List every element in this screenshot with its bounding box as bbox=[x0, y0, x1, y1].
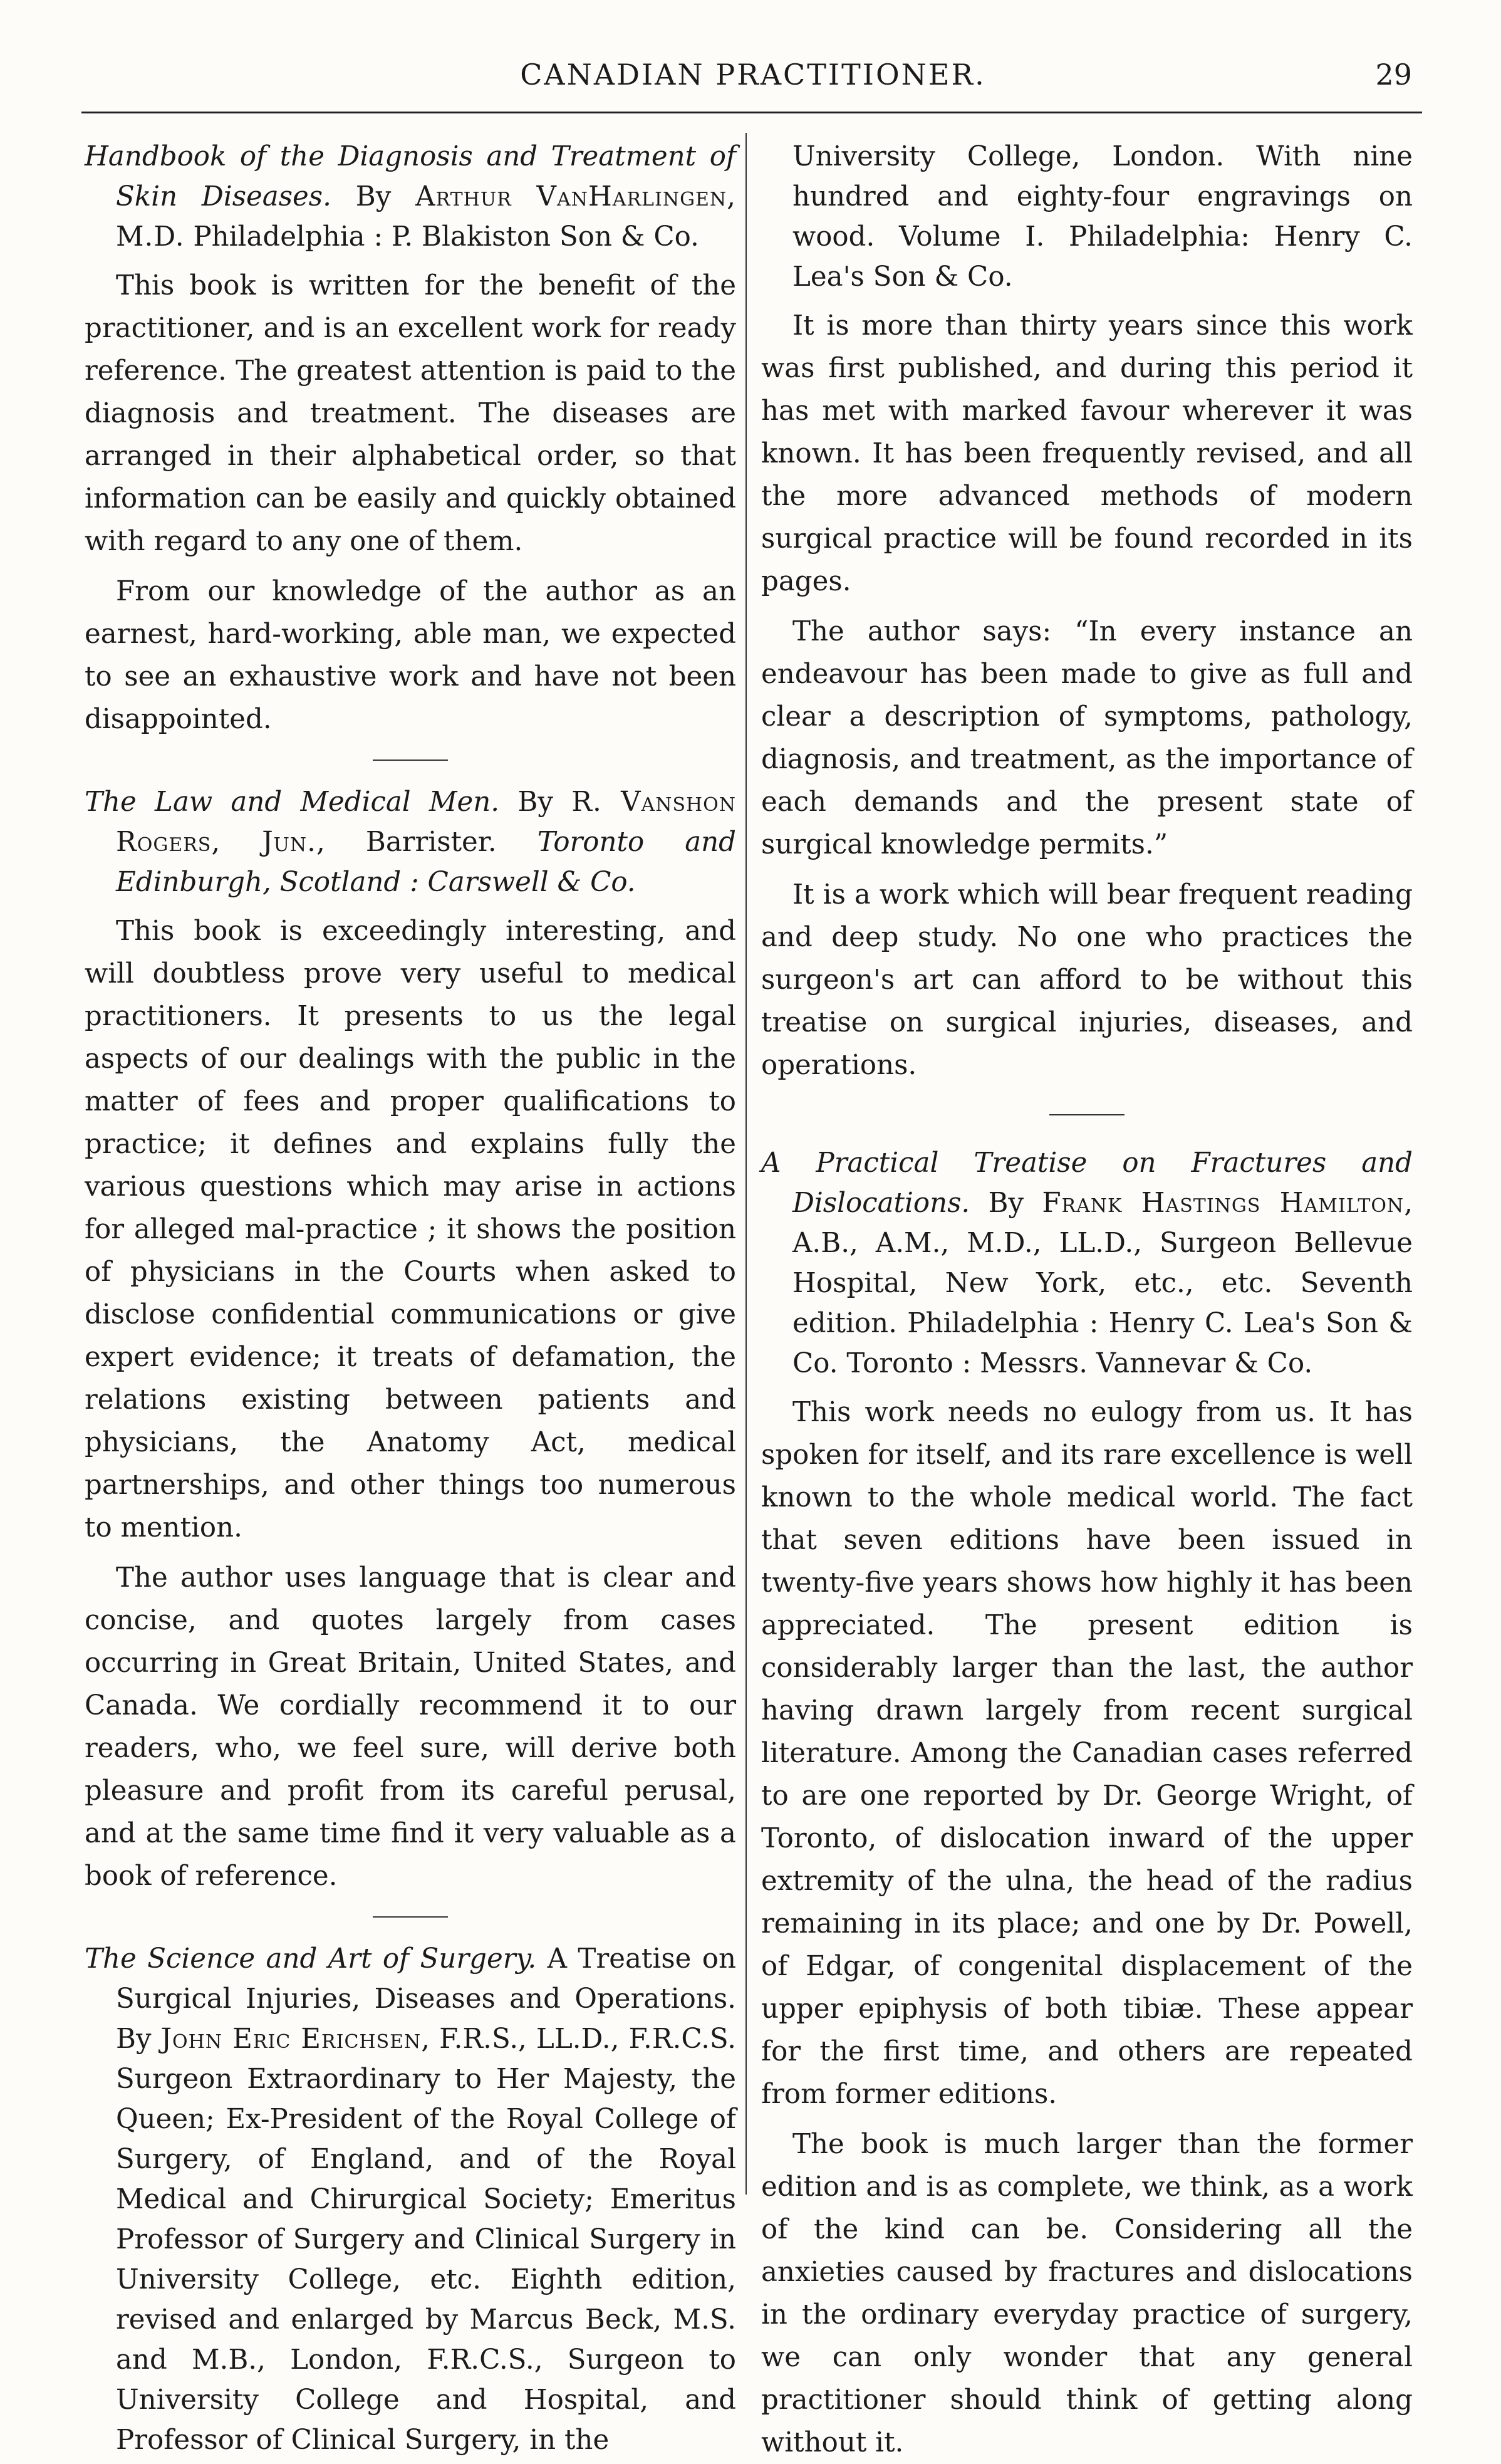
review-paragraph: From our knowledge of the author as an earnest, hard-working, able man, we expected to see an exhaustive work and have not been disappointed. bbox=[85, 576, 736, 735]
book-title: A Practical Treatise on Fractures and Dislocations. bbox=[761, 1147, 1413, 1219]
review-paragraph: It is more than thirty years since this work was first published, and during this period it has met with marked favour wherever it was known. It has been frequently revised, and all the more advanced methods of modern surgical practice will be found recorded in its pages. bbox=[761, 310, 1413, 597]
review-paragraph: The author uses language that is clear and concise, and quotes largely from cases occurring in Great Britain, United States, and Canada. We cordially recommend it to our readers, who, we feel sure, will derive both pleasure and profit from its careful perusal, and at the same time find it very valuable as a book of reference. bbox=[85, 1562, 736, 1892]
review-skin-diseases bbox=[85, 137, 736, 741]
citation-continued: University College, London. With nine hundred and eighty-four engravings on wood. Volume I. Philadelphia: Henry C. Lea's Son & Co. bbox=[792, 141, 1413, 293]
book-title: The Law and Medical Men. bbox=[85, 786, 500, 818]
review-citation bbox=[85, 1939, 736, 2460]
book-publisher: Philadelphia : P. Blakiston Son & Co. bbox=[193, 221, 699, 253]
review-law-medical-men bbox=[85, 782, 736, 1898]
review-citation bbox=[85, 137, 736, 257]
by-label: By bbox=[988, 1188, 1024, 1219]
author-details: , A.B., A.M., M.D., LL.D., Surgeon Bellevue Hospital, New York, etc., etc. Seventh edition. Philadelphia : Henry C. Lea's Son & Co. Toronto : Messrs. Vannevar & Co. bbox=[792, 1188, 1413, 1379]
review-science-art-surgery bbox=[85, 1939, 736, 2460]
book-publisher: Toronto and Edinburgh, Scotland : Carswell & Co. bbox=[116, 827, 737, 898]
review-fractures-dislocations bbox=[761, 1143, 1413, 2464]
by-label: By bbox=[355, 181, 392, 212]
by-label: By bbox=[517, 786, 553, 818]
review-paragraph: The author says: “In every instance an endeavour has been made to give as full and clear a description of symptoms, pathology, diagnosis, and treatment, as the importance of each demands and the present state of surgical knowledge permits.” bbox=[761, 616, 1413, 860]
page-number: 29 bbox=[1375, 58, 1412, 91]
right-column bbox=[761, 137, 1413, 2458]
book-author: Arthur VanHarlingen, M.D. bbox=[116, 181, 737, 253]
review-paragraph: This book is exceedingly interesting, and will doubtless prove very useful to medical practitioners. It presents to us the legal aspects of our dealings with the public in the matter of fees and proper qualifications to practice; it defines and explains fully the various questions which may arise in actions for alleged mal-practice ; it shows the position of physicians in the Courts when asked to disclose confidential communications or give expert evidence; it treats of defamation, the relations existing between patients and physicians, the Anatomy Act, medical partnerships, and other things too numerous to mention. bbox=[85, 916, 736, 1543]
book-author: John Eric Erichsen bbox=[160, 2023, 422, 2055]
section-separator bbox=[373, 760, 448, 761]
section-separator bbox=[373, 1916, 448, 1918]
book-author: R. Vanshon Rogers, Jun. bbox=[116, 786, 736, 858]
column-divider bbox=[745, 133, 747, 2195]
section-separator bbox=[1049, 1114, 1124, 1115]
book-title: The Science and Art of Surgery. bbox=[85, 1943, 537, 1975]
book-title: Handbook of the Diagnosis and Treatment of Skin Diseases. bbox=[85, 141, 736, 212]
review-paragraph: The book is much larger than the former edition and is as complete, we think, as a work of the kind can be. Considering all the anxieties caused by fractures and dislocations in the ordinary everyday practice of surgery, we can only wonder that any general practitioner should think of getting along without it. bbox=[761, 2129, 1413, 2458]
book-subtitle: A Treatise on Surgical Injuries, Diseases and Operations. bbox=[116, 1943, 737, 2015]
review-paragraph: It is a work which will bear frequent reading and deep study. No one who practices the surgeon's art can afford to be without this treatise on surgical injuries, diseases, and operations. bbox=[761, 879, 1413, 1081]
journal-title: CANADIAN PRACTITIONER. bbox=[520, 58, 986, 91]
author-details: , F.R.S., LL.D., F.R.C.S. Surgeon Extraordinary to Her Majesty, the Queen; Ex-President of the Royal College of Surgery, of England, and of the Royal Medical and Chirurgical Society; Emeritus Professor of Surgery and Clinical Surgery in University College, etc. Eighth edition, revised and enlarged by Marcus Beck, M.S. and M.B., London, F.R.C.S., Surgeon to University College and Hospital, and Professor of Clinical Surgery, in the bbox=[116, 2023, 737, 2456]
review-science-art-surgery-continued bbox=[761, 137, 1413, 1087]
review-citation bbox=[761, 1143, 1413, 1384]
by-label: By bbox=[116, 2023, 152, 2055]
author-role: , Barrister. bbox=[316, 827, 497, 858]
header-rule bbox=[81, 112, 1422, 113]
review-paragraph: This book is written for the benefit of the practitioner, and is an excellent work for ready reference. The greatest attention is paid to the diagnosis and treatment. The diseases are arranged in their alphabetical order, so that information can be easily and quickly obtained with regard to any one of them. bbox=[85, 270, 736, 557]
review-citation bbox=[85, 782, 736, 902]
left-column bbox=[85, 137, 737, 2456]
book-author: Frank Hastings Hamilton bbox=[1042, 1188, 1405, 1219]
running-header bbox=[94, 58, 1412, 98]
review-paragraph: This work needs no eulogy from us. It has spoken for itself, and its rare excellence is well known to the whole medical world. The fact that seven editions have been issued in twenty-five years shows how highly it has been appreciated. The present edition is considerably larger than the last, the author having drawn largely from recent surgical literature. Among the Canadian cases referred to are one reported by Dr. George Wright, of Toronto, of dislocation inward of the upper extremity of the ulna, the head of the radius remaining in its place; and one by Dr. Powell, of Edgar, of congenital displacement of the upper epiphysis of both tibiæ. These appear for the first time, and others are repeated from former editions. bbox=[761, 1397, 1413, 2110]
